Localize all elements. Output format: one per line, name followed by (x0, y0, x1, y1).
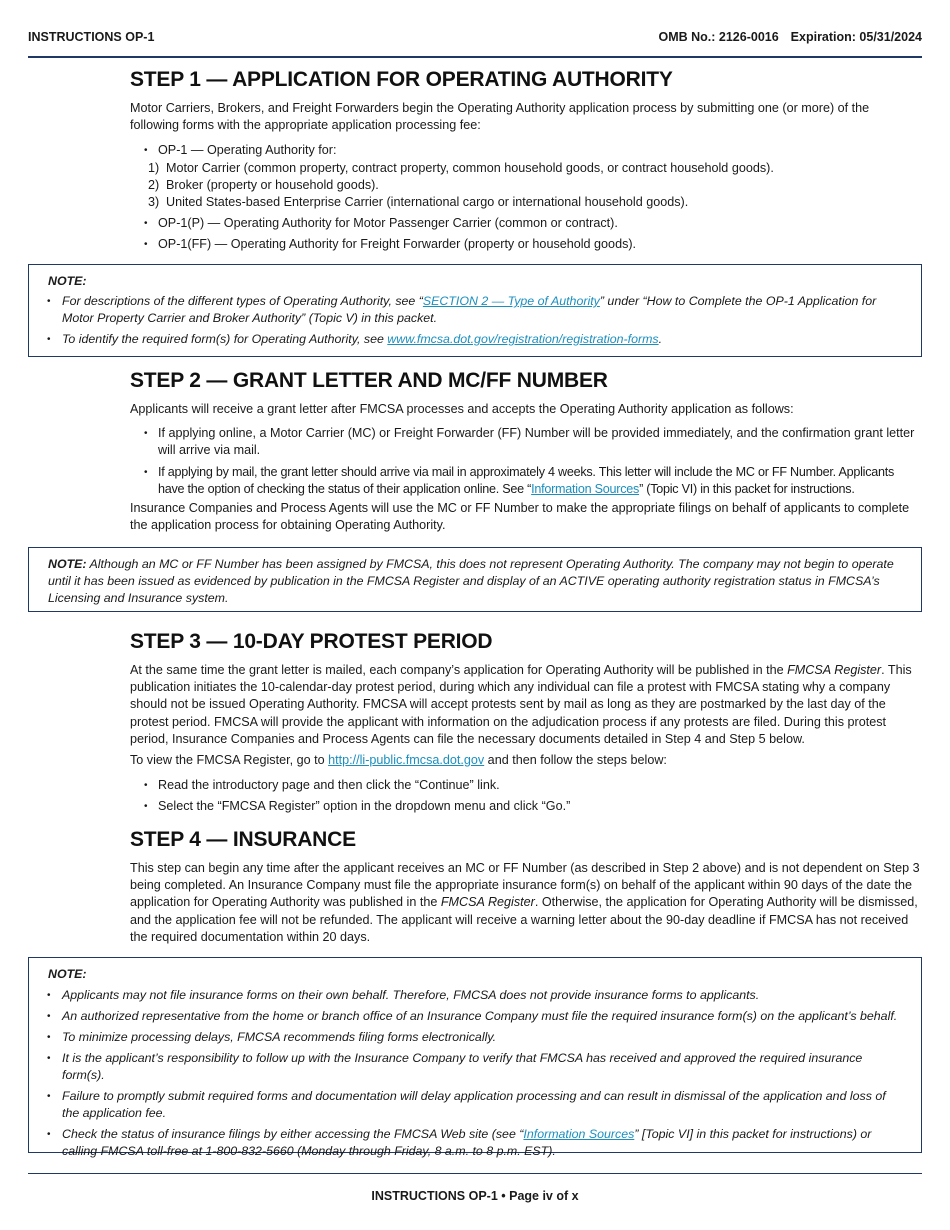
op1-label: OP-1 — Operating Authority for: (158, 143, 337, 158)
list-item: • OP-1(P) — Operating Authority for Motor Passenger Carrier (common or contract). (130, 215, 920, 232)
list-item: • To minimize processing delays, FMCSA recommends filing forms electronically. (48, 1029, 903, 1046)
list-item: • Failure to promptly submit required forms and documentation will delay application processing and can result in dismissal of the application and loss of the application fee. (48, 1088, 903, 1122)
registration-forms-link[interactable]: www.fmcsa.dot.gov/registration/registration-forms (387, 332, 659, 346)
list-item (130, 142, 920, 211)
step4-heading: STEP 4 — INSURANCE (130, 828, 356, 851)
document-title: INSTRUCTIONS OP-1 (28, 30, 155, 44)
note-text: Although an MC or FF Number has been assigned by FMCSA, this does not represent Operating Authority. The company may not begin to operate until it has been issued as evidenced by publication in the FMCSA Register and display of an ACTIVE operating authority registration status in FMCSA’s Licensing and Insurance system. (48, 557, 894, 605)
footer-divider (28, 1173, 922, 1174)
list-item: • Read the introductory page and then click the “Continue” link. (130, 777, 920, 794)
note-label: NOTE: (48, 274, 87, 288)
step3-heading: STEP 3 — 10-DAY PROTEST PERIOD (130, 630, 493, 653)
list-item: • For descriptions of the different types of Operating Authority, see “SECTION 2 — Type of Authority” under “How to Complete the OP-1 Application for Motor Property Carrier and Broker Authority” (Topic V) in this packet. (48, 293, 903, 327)
step2-heading: STEP 2 — GRANT LETTER AND MC/FF NUMBER (130, 369, 608, 392)
step1-section (130, 67, 920, 254)
omb-number: OMB No.: 2126-0016 (658, 30, 779, 44)
section2-link[interactable]: SECTION 2 — Type of Authority (422, 294, 600, 308)
omb-info (658, 30, 922, 44)
step2-closing: Insurance Companies and Process Agents will use the MC or FF Number to make the appropriate filings on behalf of applicants to complete the application process for obtaining Operating Authority. (130, 501, 910, 533)
note-box-mc-number (28, 547, 922, 612)
note-box-insurance (28, 957, 922, 1158)
list-item: • Check the status of insurance filings by either accessing the FMCSA Web site (see “Information Sources” [Topic VI] in this packet for instructions) or calling FMCSA toll-free at 1-800-832-5660 (Monday through Friday, 8 a.m. to 8 p.m. EST). (48, 1126, 903, 1160)
step3-paragraph: At the same time the grant letter is mailed, each company’s application for Operating Authority will be published in the FMCSA Register. This publication initiates the 10-calendar-day protest period, during which any individual can file a protest with FMCSA stating why a company should not be issued Operating Authority. FMCSA will accept protests sent by mail as long as they are postmarked by the last day of the protest period. FMCSA will provide the applicant with information on the adjudication process if any protests are filed. During this protest period, Insurance Companies and Process Agents can file the necessary documents detailed in Step 4 and Step 5 below. (130, 663, 912, 746)
step4-paragraph: This step can begin any time after the applicant receives an MC or FF Number (as described in Step 2 above) and is not dependent on Step 3 being completed. An Insurance Company must file the appropriate insurance form(s) on behalf of the applicant within 90 days of the date the application for Operating Authority was published in the FMCSA Register. Otherwise, the application for Operating Authority will be dismissed, and the application fee will not be refunded. The applicant will receive a warning letter about the 90-day deadline if FMCSA has not received the required documentation within 20 days. (130, 861, 920, 944)
list-item: • To identify the required form(s) for Operating Authority, see www.fmcsa.dot.gov/registration/registration-forms. (48, 331, 903, 348)
page-footer: INSTRUCTIONS OP-1 • Page iv of x (371, 1189, 579, 1203)
list-item: 3) United States-based Enterprise Carrier (international cargo or international household goods). (148, 195, 689, 210)
list-item: • It is the applicant’s responsibility to follow up with the Insurance Company to verify that FMCSA has received and approved the required insurance form(s). (48, 1050, 903, 1084)
information-sources-link[interactable]: Information Sources (531, 481, 640, 496)
information-sources-link[interactable]: Information Sources (523, 1127, 635, 1141)
op1-sublist (148, 160, 920, 212)
step1-form-list (130, 142, 920, 253)
step3-register-paragraph: To view the FMCSA Register, go to http://li-public.fmcsa.dot.gov and then follow the steps below: (130, 753, 667, 768)
list-item: • If applying by mail, the grant letter should arrive via mail in approximately 4 weeks. This letter will include the MC or FF Number. Applicants have the option of checking the status of their application online. See “Information Sources” (Topic VI) in this packet for instructions. (130, 464, 920, 498)
page-header (28, 28, 922, 58)
list-item: • OP-1(FF) — Operating Authority for Freight Forwarder (property or household goods). (130, 236, 920, 253)
step1-intro: Motor Carriers, Brokers, and Freight Forwarders begin the Operating Authority application process by submitting one (or more) of the following forms with the appropriate application processing fee: (130, 101, 870, 133)
step1-heading: STEP 1 — APPLICATION FOR OPERATING AUTHORITY (130, 68, 673, 91)
step2-list (130, 425, 920, 498)
note-label: NOTE: (48, 557, 87, 571)
list-item: • An authorized representative from the home or branch office of an Insurance Company must file the required insurance form(s) on the applicant’s behalf. (48, 1008, 903, 1025)
list-item: • If applying online, a Motor Carrier (MC) or Freight Forwarder (FF) Number will be provided immediately, and the confirmation grant letter will arrive via mail. (130, 425, 920, 459)
note-box-authority-types (28, 264, 922, 357)
list-item: 2) Broker (property or household goods). (148, 177, 379, 192)
list-item: • Select the “FMCSA Register” option in the dropdown menu and click “Go.” (130, 798, 920, 815)
step4-section (130, 827, 920, 946)
step2-section (130, 368, 920, 534)
expiration-date: Expiration: 05/31/2024 (790, 30, 922, 44)
step3-list (130, 777, 920, 815)
step2-intro: Applicants will receive a grant letter after FMCSA processes and accepts the Operating Authority application as follows: (130, 402, 794, 416)
list-item: 1) Motor Carrier (common property, contract property, common household goods, or contract household goods). (148, 160, 774, 175)
li-public-link[interactable]: http://li-public.fmcsa.dot.gov (328, 753, 485, 768)
list-item: • Applicants may not file insurance forms on their own behalf. Therefore, FMCSA does not provide insurance forms to applicants. (48, 987, 903, 1004)
note-label: NOTE: (48, 967, 87, 981)
step3-section (130, 629, 920, 816)
